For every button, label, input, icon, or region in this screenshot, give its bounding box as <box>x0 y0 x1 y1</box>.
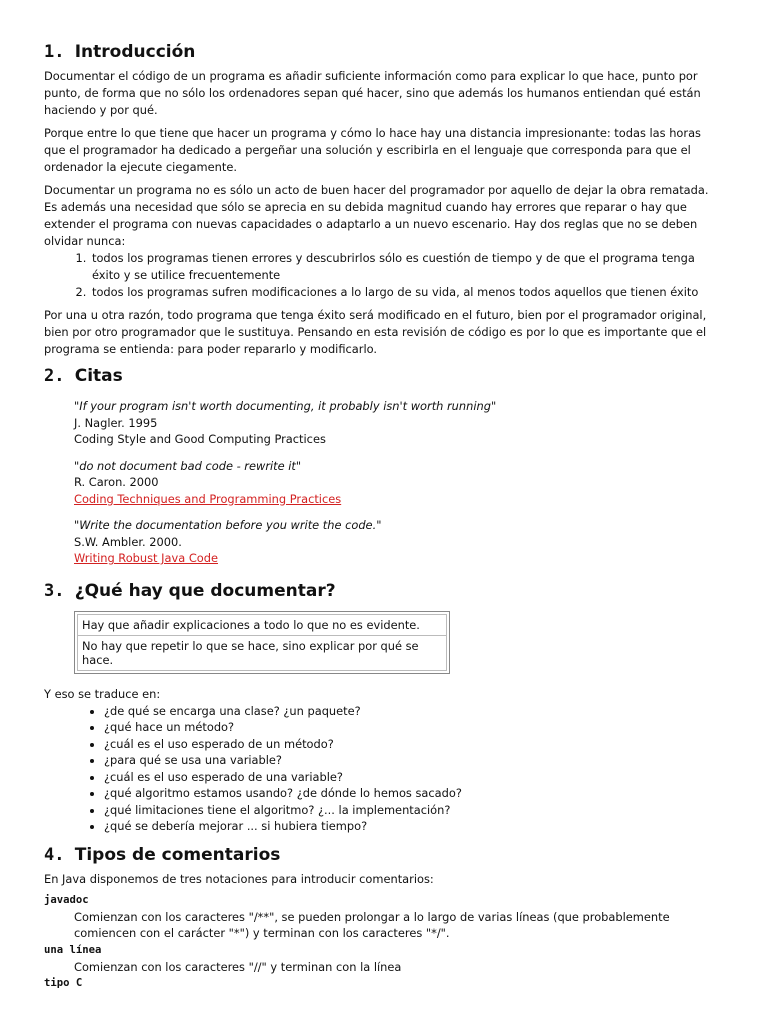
term-tipo-c: tipo C <box>44 977 83 989</box>
quote-text: "Write the documentation before you write the code." <box>74 518 382 532</box>
section-heading-citas: 2. Citas <box>44 366 123 386</box>
quote-source-link[interactable]: Writing Robust Java Code <box>74 551 218 565</box>
quote-text: "If your program isn't worth documenting, it probably isn't worth running" <box>74 399 497 413</box>
intro-paragraph-2: Porque entre lo que tiene que hacer un programa y cómo lo hace hay una distancia impresionante: todas las horas que el programador ha dedicado a pergeñar una solución y escribirla en el lenguaje que corresponda para que el ordenador la ejecute ciegamente. <box>44 126 701 174</box>
definition-una-linea: Comienzan con los caracteres "//" y terminan con la línea <box>74 959 402 974</box>
quote-text: "do not document bad code - rewrite it" <box>74 458 302 473</box>
term-javadoc: javadoc <box>44 893 89 906</box>
principles-box <box>74 611 450 674</box>
list-item: • ¿qué hace un método? <box>104 719 716 736</box>
intro-paragraph-1: Documentar el código de un programa es añadir suficiente información como para explicar lo que hace, punto por punto, de forma que no sólo los ordenadores sepan qué hacer, sino que además los humanos entiendan qué están haciendo y por qué. <box>44 69 701 117</box>
tipos-lead: En Java disponemos de tres notaciones para introducir comentarios: <box>44 871 434 886</box>
quote-author: J. Nagler. 1995 <box>74 415 158 430</box>
principle-row: Hay que añadir explicaciones a todo lo que no es evidente. <box>77 614 447 636</box>
rule-item: 2. todos los programas sufren modificaciones a lo largo de su vida, al menos todos aquellos que tienen éxito <box>90 284 716 301</box>
quote-author: R. Caron. 2000 <box>74 475 159 489</box>
list-item: • ¿cuál es el uso esperado de un método? <box>104 736 716 753</box>
section-heading-tipos: 4. Tipos de comentarios <box>44 844 281 865</box>
definition-javadoc: Comienzan con los caracteres "/**", se pueden prolongar a lo largo de varias líneas (que probablemente comiencen con el carácter "*") y terminan con los caracteres "*/". <box>74 909 670 940</box>
document-page <box>44 40 716 992</box>
list-item: • ¿de qué se encarga una clase? ¿un paquete? <box>104 703 716 720</box>
term-una-linea: una línea <box>44 943 102 956</box>
quote-source-link[interactable]: Coding Techniques and Programming Practices <box>74 491 342 506</box>
list-item: • ¿qué algoritmo estamos usando? ¿de dónde lo hemos sacado? <box>104 785 716 802</box>
intro-closing: Por una u otra razón, todo programa que tenga éxito será modificado en el futuro, bien por el programador original, bien por otro programador que le sustituya. Pensando en esta revisión de código es por lo que es importante que el programa se entienda: para poder repararlo y modificarlo. <box>44 308 707 356</box>
principle-row: No hay que repetir lo que se hace, sino explicar por qué se hace. <box>77 636 447 671</box>
quote-block <box>74 458 716 508</box>
rules-list <box>44 250 716 301</box>
quote-block <box>74 398 716 448</box>
intro-paragraph-3: Documentar un programa no es sólo un acto de buen hacer del programador por aquello de dejar la obra rematada. Es además una necesidad que sólo se aprecia en su debida magnitud cuando hay errores que reparar o hay que extender el programa con nuevas capacidades o adaptarlo a un nuevo escenario. Hay dos reglas que no se deben olvidar nunca: <box>44 183 709 248</box>
quote-source: Coding Style and Good Computing Practices <box>74 432 326 446</box>
list-item: • ¿qué se debería mejorar ... si hubiera tiempo? <box>104 818 716 835</box>
quote-author: S.W. Ambler. 2000. <box>74 534 182 549</box>
rule-item: 1. todos los programas tienen errores y descubrirlos sólo es cuestión de tiempo y de que el programa tenga éxito y se utilice frecuentemente <box>90 250 716 284</box>
section-heading-intro: 1. Introducción <box>44 42 196 62</box>
documentar-lead: Y eso se traduce en: <box>44 686 161 701</box>
section-heading-documentar: 3. ¿Qué hay que documentar? <box>44 580 336 601</box>
quote-block <box>74 517 716 567</box>
list-item: • ¿para qué se usa una variable? <box>104 752 716 769</box>
list-item: • ¿cuál es el uso esperado de una variable? <box>104 769 716 786</box>
list-item: • ¿qué limitaciones tiene el algoritmo? ¿... la implementación? <box>104 802 716 819</box>
questions-list <box>44 703 716 835</box>
